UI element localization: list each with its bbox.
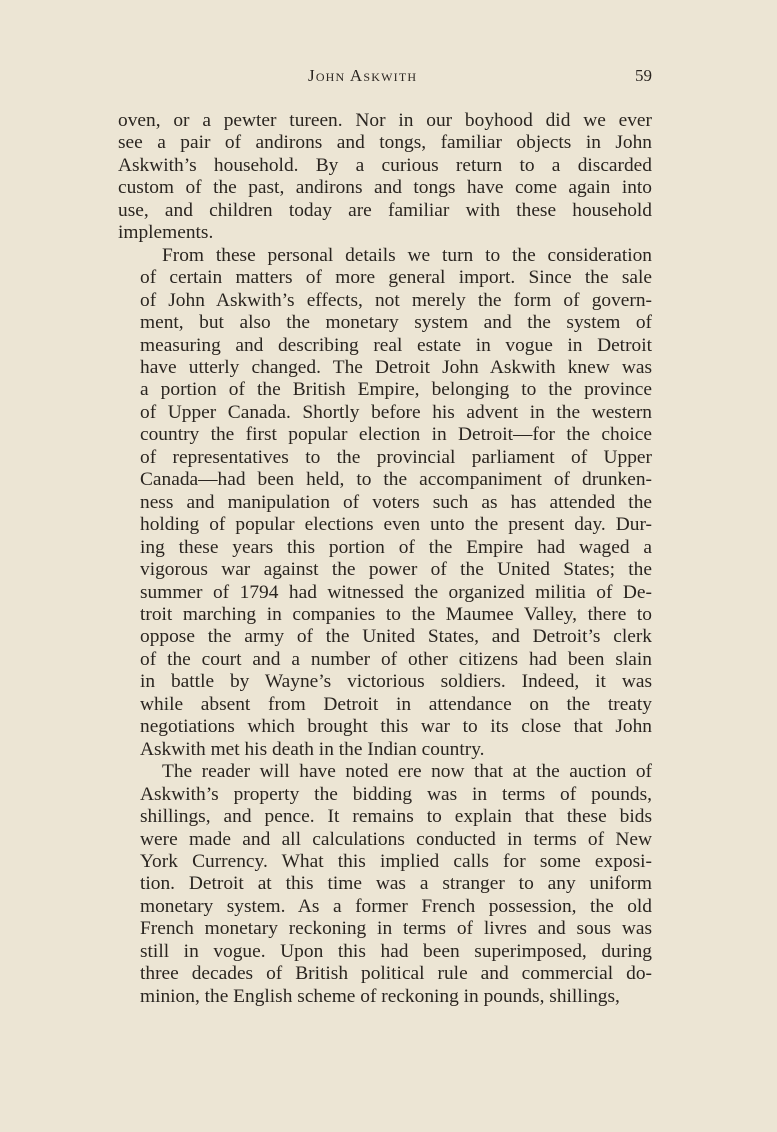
- text-line: see a pair of andirons and tongs, familiar objects in John: [118, 132, 652, 154]
- running-head: [118, 66, 652, 92]
- text-line: Askwith’s property the bidding was in terms of pounds,: [140, 783, 652, 805]
- text-line: Askwith met his death in the Indian country.: [140, 738, 485, 760]
- text-line: custom of the past, andirons and tongs have come again into: [118, 177, 652, 199]
- text-line: summer of 1794 had witnessed the organized militia of De-: [140, 581, 652, 603]
- text-line: three decades of British political rule and commercial do-: [140, 963, 652, 985]
- text-line: monetary system. As a former French possession, the old: [140, 895, 652, 917]
- text-line: The reader will have noted ere now that at the auction of: [162, 761, 652, 783]
- text-line: were made and all calculations conducted in terms of New: [140, 828, 652, 850]
- text-line: of the court and a number of other citizens had been slain: [140, 648, 652, 670]
- text-line: holding of popular elections even unto the present day. Dur-: [140, 514, 652, 536]
- text-line: use, and children today are familiar with these household: [118, 199, 652, 221]
- text-line: while absent from Detroit in attendance on the treaty: [140, 693, 652, 715]
- paragraph: [118, 761, 652, 1008]
- text-line: oppose the army of the United States, and Detroit’s clerk: [140, 626, 652, 648]
- text-line: negotiations which brought this war to its close that John: [140, 716, 652, 738]
- text-line: have utterly changed. The Detroit John Askwith knew was: [140, 356, 652, 378]
- text-line: still in vogue. Upon this had been superimposed, during: [140, 940, 652, 962]
- text-line: tion. Detroit at this time was a stranger to any uniform: [140, 873, 652, 895]
- text-line: vigorous war against the power of the United States; the: [140, 559, 652, 581]
- text-line: of certain matters of more general import. Since the sale: [140, 267, 652, 289]
- text-line: troit marching in companies to the Maumee Valley, there to: [140, 603, 652, 625]
- text-line: ing these years this portion of the Empire had waged a: [140, 536, 652, 558]
- text-line: implements.: [118, 222, 214, 244]
- text-line: Askwith’s household. By a curious return to a discarded: [118, 154, 652, 176]
- body-text: [118, 110, 652, 1008]
- text-line: York Currency. What this implied calls for some exposi-: [140, 850, 652, 872]
- text-line: shillings, and pence. It remains to explain that these bids: [140, 806, 652, 828]
- running-title: John Askwith: [308, 66, 418, 85]
- text-line: oven, or a pewter tureen. Nor in our boyhood did we ever: [118, 110, 652, 131]
- text-line: of John Askwith’s effects, not merely the form of govern-: [140, 289, 652, 311]
- text-line: minion, the English scheme of reckoning in pounds, shillings,: [140, 985, 620, 1007]
- paragraph: [118, 245, 652, 761]
- text-line: French monetary reckoning in terms of livres and sous was: [140, 918, 652, 940]
- text-line: From these personal details we turn to the consideration: [162, 244, 652, 266]
- text-line: country the first popular election in Detroit—for the choice: [140, 424, 652, 446]
- text-line: of representatives to the provincial parliament of Upper: [140, 446, 652, 468]
- paragraph: [118, 110, 652, 245]
- text-line: a portion of the British Empire, belonging to the province: [140, 379, 652, 401]
- text-line: ment, but also the monetary system and the system of: [140, 312, 652, 334]
- text-line: ness and manipulation of voters such as has attended the: [140, 491, 652, 513]
- text-line: measuring and describing real estate in vogue in Detroit: [140, 334, 652, 356]
- text-line: in battle by Wayne’s victorious soldiers. Indeed, it was: [140, 671, 652, 693]
- text-line: of Upper Canada. Shortly before his advent in the western: [140, 401, 652, 423]
- page-number: 59: [635, 66, 652, 85]
- text-line: Canada—had been held, to the accompaniment of drunken-: [140, 469, 652, 491]
